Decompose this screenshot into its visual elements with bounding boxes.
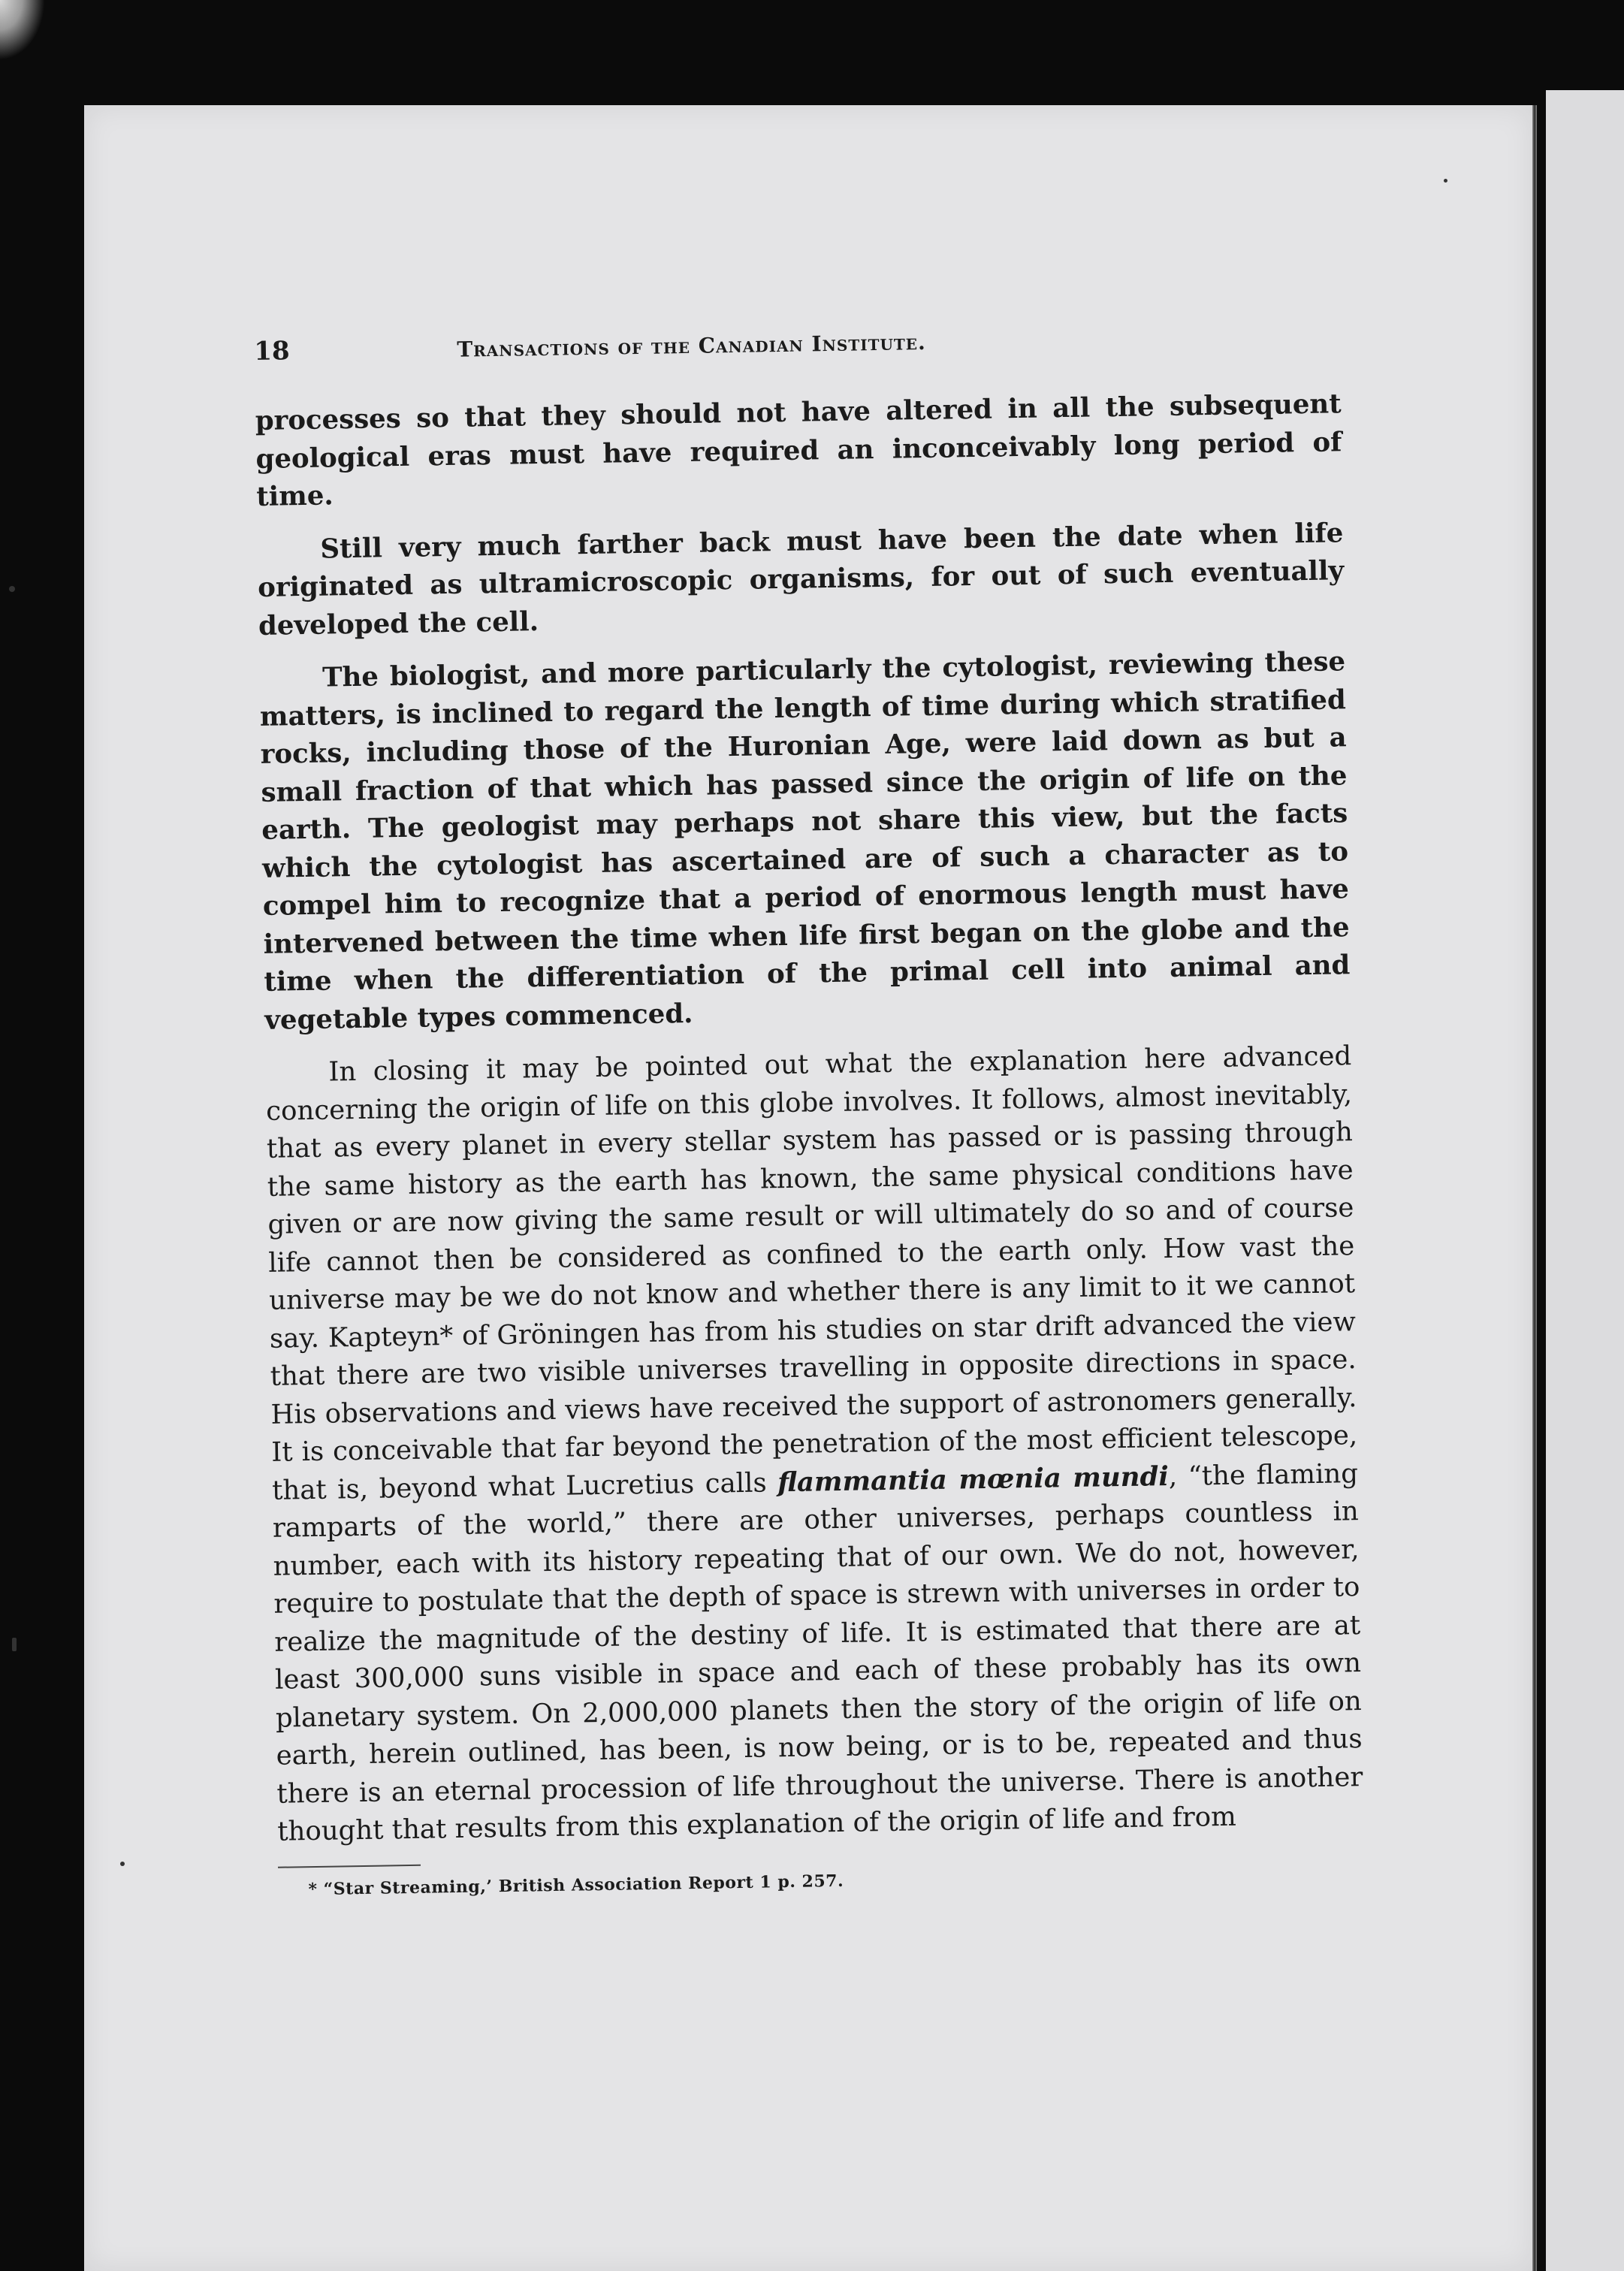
paragraph-1: processes so that they should not have altered in all the subsequent geological eras must have required an inconceivably long period of time. [255,388,1342,512]
paragraph-2: Still very much farther back must have been the date when life originated as ultramicroscopic organisms, for out of such eventually developed the cell. [257,517,1345,642]
scan-speck [12,1638,17,1651]
scan-speck [9,586,15,592]
footnote: * “Star Streaming,’ British Association Report 1 p. 257. [308,1871,844,1899]
paragraph-3: The biologist, and more particularly the cytologist, reviewing these matters, is inclined to regard the length of time during which stratified rocks, including those of the Huronian Age, were laid down as but a small fraction of that which has passed since the origin of life on the earth. The geologist may perhaps not share this view, but the facts which the cytologist has ascertained are of such a character as to compel him to recognize that a period of enormous length must have intervened between the time when life first began on the globe and the time when the differentiation of the primal cell into animal and vegetable types commenced. [259,646,1351,1036]
page-number: 18 [254,336,290,367]
page-content [254,319,1365,1899]
paragraph-4 [265,1037,1363,1851]
journal-title: Transactions of the Canadian Institute. [457,329,927,362]
scan-border [0,0,45,60]
scan-speck [1444,179,1447,183]
paragraph-4-text-a: In closing it may be pointed out what the explanation here advanced concerning the origin of life on this globe involves. It follows, almost inevitably, that as every planet in every stellar system has passed or is passing through the same history as the earth has known, the same physical conditions have given or are now giving the same result or will ultimately do so and of course life cannot then be considered as confined to the earth only. How vast the universe may be we do not know and whether there is any limit to it we cannot say. Kapteyn* of Gröningen has from his studies on star drift advanced the view that there are two visible universes travelling in opposite directions in space. His observations and views have received the support of astronomers generally. It is conceivable that far beyond the penetration of the most efficient telescope, that is, beyond what Lucretius calls [265,1040,1358,1506]
page-gutter [1532,105,1537,2271]
latin-phrase: flammantia mœnia mundi [777,1460,1170,1498]
paragraph-4-text-b: , “the flaming ramparts of the world,” there are other universes, perhaps countless in number, each with its history repeating that of our own. We do not, however, require to postulate that the depth of space is strewn with universes in order to realize the magnitude of the destiny of life. It is estimated that there are at least 300,000 suns visible in space and each of these probably has its own planetary system. On 2,000,000 planets then the story of the origin of life on earth, herein outlined, has been, is now being, or is to be, repeated and thus there is an eternal procession of life throughout the universe. There is another thought that results from this explanation of the origin of life and from [272,1457,1363,1847]
facing-page-edge [1546,90,1624,2271]
footnote-rule [278,1864,421,1868]
scan-speck [120,1862,125,1866]
